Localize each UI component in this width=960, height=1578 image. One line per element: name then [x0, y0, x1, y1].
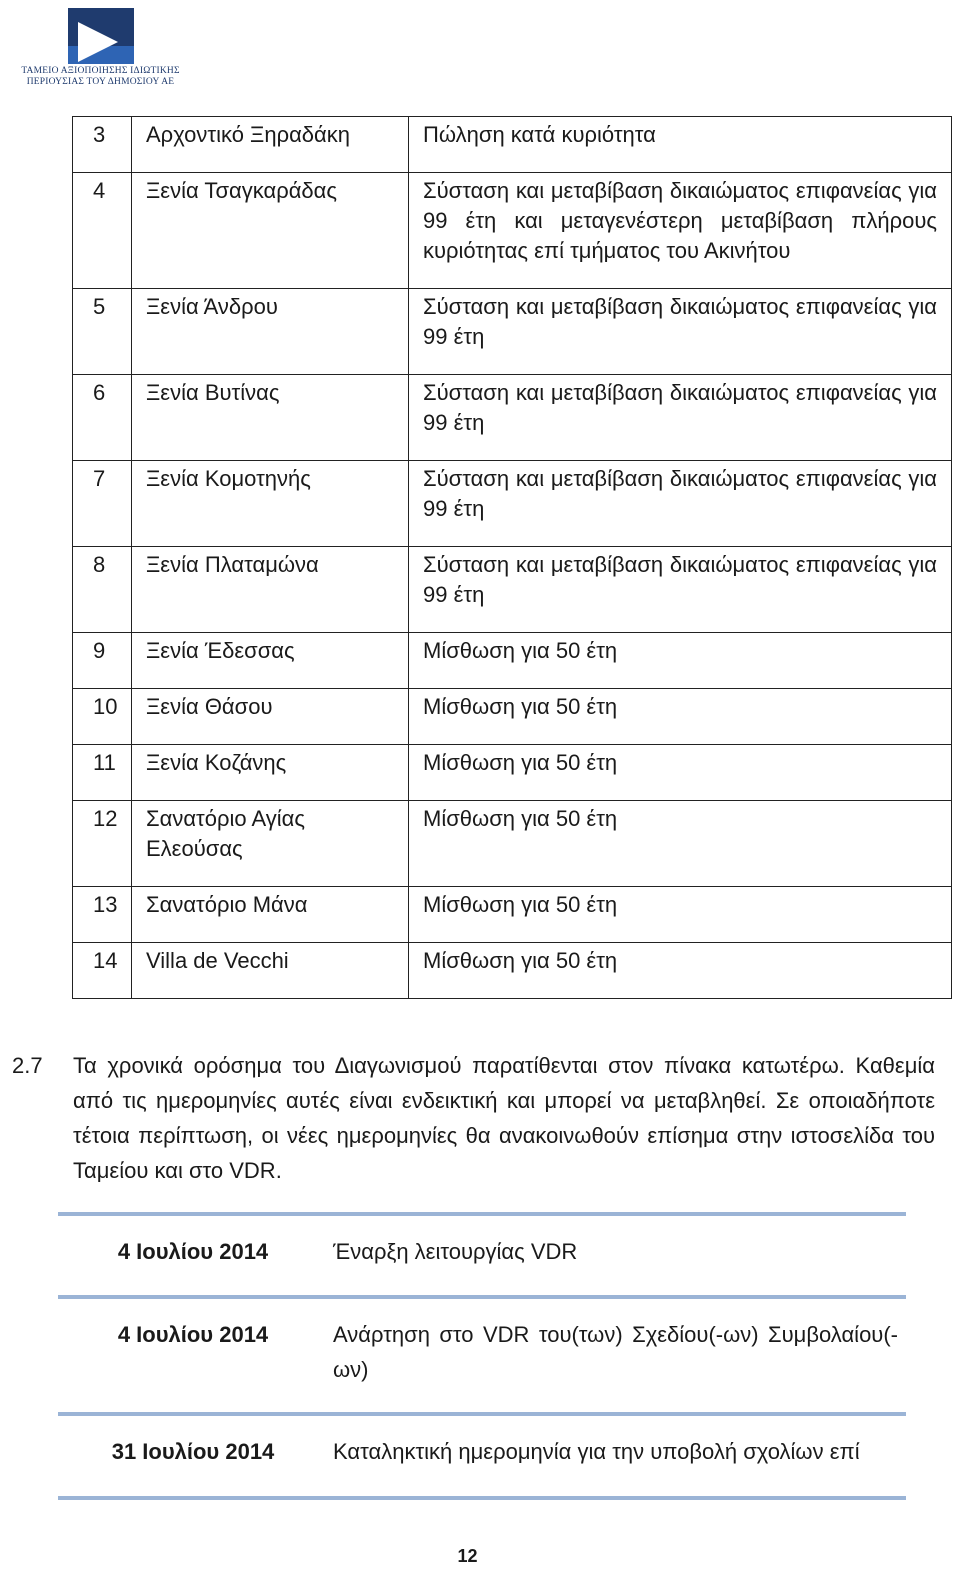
schedule-event: Έναρξη λειτουργίας VDR — [333, 1239, 578, 1264]
table-row — [73, 801, 952, 887]
table-row — [73, 547, 952, 633]
row-number: 12 — [73, 801, 132, 887]
row-number: 3 — [73, 117, 132, 173]
asset-name: Ξενία Άνδρου — [132, 289, 409, 375]
table-row — [73, 745, 952, 801]
schedule-event: Ανάρτηση στο VDR του(των) Σχεδίου(-ων) Συμβολαίου(-ων) — [333, 1322, 898, 1382]
assets-table — [72, 116, 952, 999]
row-number: 14 — [73, 943, 132, 999]
row-number: 6 — [73, 375, 132, 461]
row-number: 5 — [73, 289, 132, 375]
section-text: Τα χρονικά ορόσημα του Διαγωνισμού παρατίθενται στον πίνακα κατωτέρω. Καθεμία από τις ημερομηνίες αυτές είναι ενδεικτική και μπορεί να μεταβληθεί. Σε οποιαδήποτε τέτοια περίπτωση, οι νέες ημερομηνίες θα ανακοινωθούν επίσημα στην ιστοσελίδα του Ταμείου και στο VDR. — [73, 1053, 935, 1183]
asset-transaction: Μίσθωση για 50 έτη — [409, 887, 952, 943]
schedule-rule — [58, 1212, 906, 1216]
company-logo — [8, 8, 193, 90]
section-number: 2.7 — [12, 1053, 43, 1078]
row-number: 10 — [73, 689, 132, 745]
asset-name: Ξενία Τσαγκαράδας — [132, 173, 409, 289]
asset-transaction: Σύσταση και μεταβίβαση δικαιώματος επιφανείας για 99 έτη και μεταγενέστερη μεταβίβαση πλήρους κυριότητας επί τμήματος του Ακινήτου — [409, 173, 952, 289]
table-row — [73, 887, 952, 943]
table-row — [73, 943, 952, 999]
row-number: 11 — [73, 745, 132, 801]
asset-name: Ξενία Κοζάνης — [132, 745, 409, 801]
schedule-event: Καταληκτική ημερομηνία για την υποβολή σχολίων επί — [333, 1439, 860, 1464]
row-number: 13 — [73, 887, 132, 943]
table-row — [73, 173, 952, 289]
asset-transaction: Μίσθωση για 50 έτη — [409, 943, 952, 999]
schedule-date: 4 Ιουλίου 2014 — [117, 1322, 269, 1347]
asset-name: Ξενία Κομοτηνής — [132, 461, 409, 547]
asset-transaction: Σύσταση και μεταβίβαση δικαιώματος επιφανείας για 99 έτη — [409, 461, 952, 547]
asset-transaction: Πώληση κατά κυριότητα — [409, 117, 952, 173]
table-row — [73, 633, 952, 689]
row-number: 9 — [73, 633, 132, 689]
row-number: 7 — [73, 461, 132, 547]
table-row — [73, 689, 952, 745]
schedule-rule — [58, 1412, 906, 1416]
asset-name: Villa de Vecchi — [132, 943, 409, 999]
asset-transaction: Σύσταση και μεταβίβαση δικαιώματος επιφανείας για 99 έτη — [409, 375, 952, 461]
table-row — [73, 289, 952, 375]
row-number: 8 — [73, 547, 132, 633]
asset-transaction: Σύσταση και μεταβίβαση δικαιώματος επιφανείας για 99 έτη — [409, 289, 952, 375]
schedule-date: 31 Ιουλίου 2014 — [111, 1439, 275, 1464]
asset-name: Σανατόριο Αγίας Ελεούσας — [132, 801, 409, 887]
asset-name: Ξενία Θάσου — [132, 689, 409, 745]
asset-name: Ξενία Έδεσσας — [132, 633, 409, 689]
schedule-rule — [58, 1496, 906, 1500]
asset-name: Σανατόριο Μάνα — [132, 887, 409, 943]
asset-transaction: Μίσθωση για 50 έτη — [409, 801, 952, 887]
asset-name: Ξενία Πλαταμώνα — [132, 547, 409, 633]
logo-mark-icon — [68, 8, 134, 64]
asset-transaction: Μίσθωση για 50 έτη — [409, 745, 952, 801]
table-row — [73, 461, 952, 547]
schedule-rule — [58, 1295, 906, 1299]
asset-name: Ξενία Βυτίνας — [132, 375, 409, 461]
asset-name: Αρχοντικό Ξηραδάκη — [132, 117, 409, 173]
row-number: 4 — [73, 173, 132, 289]
logo-text-line-1: ΤΑΜΕΙΟ ΑΞΙΟΠΟΙΗΣΗΣ ΙΔΙΩΤΙΚΗΣ — [21, 66, 180, 76]
logo-text-line-2: ΠΕΡΙΟΥΣΙΑΣ ΤΟΥ ΔΗΜΟΣΙΟΥ ΑΕ — [26, 77, 175, 87]
table-row — [73, 375, 952, 461]
asset-transaction: Σύσταση και μεταβίβαση δικαιώματος επιφανείας για 99 έτη — [409, 547, 952, 633]
asset-transaction: Μίσθωση για 50 έτη — [409, 633, 952, 689]
schedule-date: 4 Ιουλίου 2014 — [117, 1239, 269, 1264]
asset-transaction: Μίσθωση για 50 έτη — [409, 689, 952, 745]
table-row — [73, 117, 952, 173]
page-number: 12 — [457, 1546, 478, 1566]
